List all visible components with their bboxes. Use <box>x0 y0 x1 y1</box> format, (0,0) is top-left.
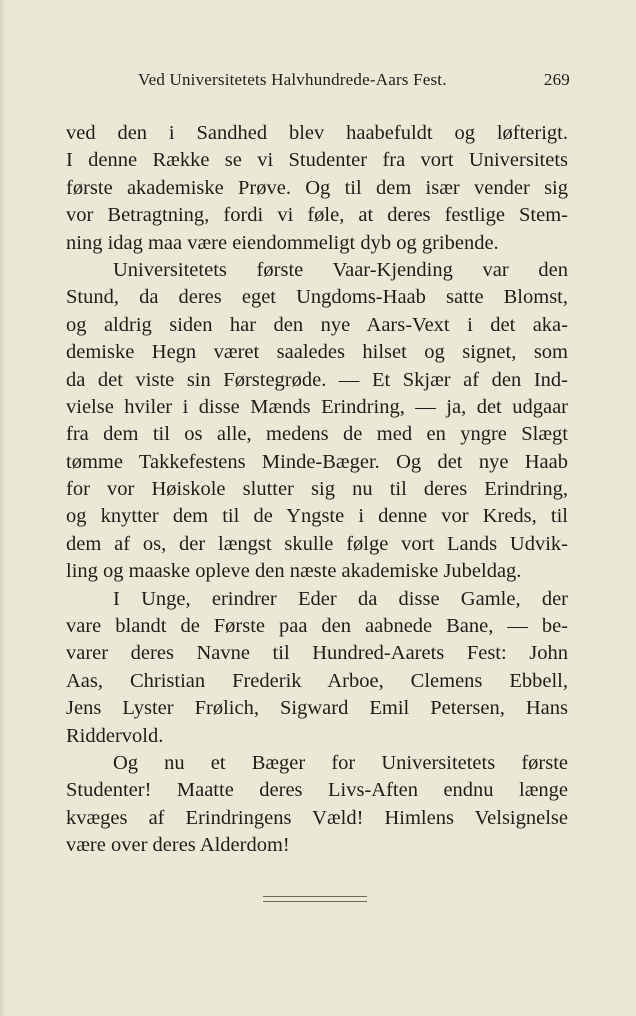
body-text <box>66 120 568 860</box>
text-line: demiske Hegn været saaledes hilset og signet, som <box>66 341 568 364</box>
running-head-title: Ved Universitetets Halvhundrede-Aars Fest. <box>138 70 447 89</box>
text-line: ning idag maa være eiendommeligt dyb og gribende. <box>66 231 499 254</box>
text-line: Universitetets første Vaar-Kjending var den <box>113 258 568 281</box>
running-head <box>138 70 570 96</box>
text-line: vor Betragtning, fordi vi føle, at deres festlige Stem- <box>66 204 568 227</box>
text-line: ling og maaske opleve den næste akademiske Jubeldag. <box>66 560 522 583</box>
text-line: Riddervold. <box>66 724 164 747</box>
text-line: og knytter dem til de Yngste i denne vor Kreds, til <box>66 505 568 528</box>
text-line: Aas, Christian Frederik Arboe, Clemens Ebbell, <box>66 669 568 692</box>
text-line: for vor Høiskole slutter sig nu til deres Erindring, <box>66 478 568 501</box>
text-line: dem af os, der længst skulle følge vort Lands Udvik- <box>66 532 568 555</box>
text-line: ved den i Sandhed blev haabefuldt og løfterigt. <box>66 122 568 144</box>
text-line: kvæges af Erindringens Væld! Himlens Velsignelse <box>66 806 568 829</box>
text-line: første akademiske Prøve. Og til dem især vender sig <box>66 176 568 199</box>
text-line: Studenter! Maatte deres Livs-Aften endnu længe <box>66 779 568 802</box>
text-line: Stund, da deres eget Ungdoms-Haab satte Blomst, <box>66 286 568 309</box>
text-line: tømme Takkefestens Minde-Bæger. Og det nye Haab <box>66 450 568 473</box>
text-line: vare blandt de Første paa den aabnede Bane, — be- <box>66 615 568 638</box>
page-number: 269 <box>543 70 570 89</box>
section-end-rule <box>263 896 367 902</box>
text-line: varer deres Navne til Hundred-Aarets Fest: John <box>66 642 568 665</box>
text-line: I Unge, erindrer Eder da disse Gamle, der <box>113 587 568 610</box>
page-edge-shadow <box>0 0 6 1016</box>
text-line: vielse hviler i disse Mænds Erindring, — ja, det udgaar <box>66 395 568 418</box>
text-line: Jens Lyster Frølich, Sigward Emil Petersen, Hans <box>66 697 568 720</box>
text-line: og aldrig siden har den nye Aars-Vext i det aka- <box>66 313 568 336</box>
text-line: I denne Række se vi Studenter fra vort Universitets <box>66 149 568 172</box>
text-line: fra dem til os alle, medens de med en yngre Slægt <box>66 423 568 446</box>
text-line: være over deres Alderdom! <box>66 834 290 857</box>
text-line: da det viste sin Førstegrøde. — Et Skjær af den Ind- <box>66 368 568 391</box>
text-line: Og nu et Bæger for Universitetets første <box>113 751 568 774</box>
